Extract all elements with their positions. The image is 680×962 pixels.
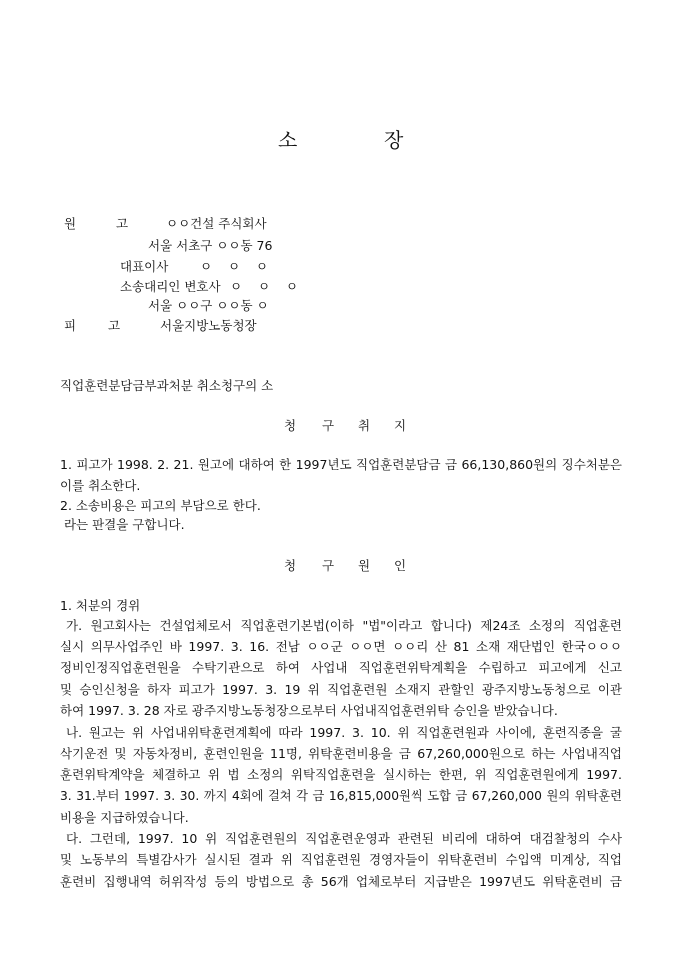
document-title-char-2: 장 — [384, 128, 404, 152]
defendant-label-1: 피 — [64, 318, 77, 333]
plaintiff-label-1: 원 — [64, 216, 77, 231]
claim-cause-line: 하여 1997. 3. 28 자로 광주지방노동청장으로부터 사업내직업훈련위탁 승인을 받았습니다. — [60, 703, 558, 718]
claim-cause-line: 나. 원고는 위 사업내위탁훈련계획에 따라 1997. 3. 10. 위 직업훈련원과 사이에, 훈련직종을 굴 — [66, 725, 622, 740]
claim-cause-heading-char: 인 — [394, 558, 407, 573]
claim-cause-heading-char: 원 — [358, 558, 371, 573]
claim-cause-line: 가. 원고회사는 건설업체로서 직업훈련기본법(이하 "법"이라고 합니다) 제24조 소정의 직업훈련 — [66, 618, 622, 633]
claim-purpose-line: 2. 소송비용은 피고의 부담으로 한다. — [60, 498, 261, 513]
claim-purpose-line: 라는 판결을 구합니다. — [60, 517, 185, 532]
claim-cause-line: 비용을 지급하였습니다. — [60, 810, 189, 825]
claim-cause-line: 정비인정직업훈련원을 수탁기관으로 하여 사업내 직업훈련위탁계획을 수립하고 피고에게 신고 — [60, 660, 622, 675]
representative-name: ㅇ ㅇ ㅇ — [200, 259, 269, 274]
claim-cause-line: 훈련비 집행내역 허위작성 등의 방법으로 총 56개 업체로부터 지급받은 1997년도 위탁훈련비 금 — [60, 874, 622, 889]
claim-cause-heading-char: 구 — [322, 558, 335, 573]
claim-cause-line: 삭기운전 및 자동차정비, 훈련인원을 11명, 위탁훈련비용을 금 67,260,000원으로 하는 사업내직업 — [60, 746, 622, 761]
claim-purpose-heading-char: 구 — [322, 418, 335, 433]
plaintiff-address: 서울 서초구 ㅇㅇ동 76 — [148, 238, 273, 253]
claim-cause-line: 및 승인신청을 하자 피고가 1997. 3. 19 위 직업훈련원 소재지 관할인 광주지방노동청으로 이관 — [60, 682, 622, 697]
claim-cause-line: 실시 의무사업주인 바 1997. 3. 16. 전남 ㅇㅇ군 ㅇㅇ면 ㅇㅇ리 산 81 소재 재단법인 한국ㅇㅇㅇ — [60, 639, 622, 654]
plaintiff-label-2: 고 — [116, 216, 129, 231]
claim-cause-line: 및 노동부의 특별감사가 실시된 결과 위 직업훈련원 경영자들이 위탁훈련비 수입액 미계상, 직업 — [60, 852, 622, 867]
attorney-name: ㅇ ㅇ ㅇ — [230, 279, 299, 294]
claim-cause-line: 다. 그런데, 1997. 10 위 직업훈련원의 직업훈련운영과 관련된 비리에 대하여 대검찰청의 수사 — [66, 831, 622, 846]
claim-cause-subheading: 1. 처분의 경위 — [60, 598, 141, 613]
defendant-label-2: 고 — [108, 318, 121, 333]
attorney-label: 소송대리인 변호사 — [120, 279, 221, 294]
claim-purpose-line: 1. 피고가 1998. 2. 21. 원고에 대하여 한 1997년도 직업훈련분담금 금 66,130,860원의 징수처분은 — [60, 457, 622, 472]
case-name: 직업훈련분담금부과처분 취소청구의 소 — [60, 378, 274, 393]
attorney-address: 서울 ㅇㅇ구 ㅇㅇ동 ㅇ — [148, 298, 269, 313]
defendant-name: 서울지방노동청장 — [160, 318, 257, 333]
claim-cause-line: 3. 31.부터 1997. 3. 30. 까지 4회에 걸쳐 각 금 16,815,000원씩 도합 금 67,260,000 원의 위탁훈련 — [60, 789, 622, 803]
document-title-char-1: 소 — [278, 128, 298, 152]
claim-purpose-line: 이를 취소한다. — [60, 478, 141, 493]
claim-cause-line: 훈련위탁계약을 체결하고 위 법 소정의 위탁직업훈련을 실시하는 한편, 위 직업훈련원에게 1997. — [60, 767, 622, 782]
claim-cause-heading-char: 청 — [284, 558, 297, 573]
claim-purpose-heading-char: 청 — [284, 418, 297, 433]
claim-purpose-heading-char: 취 — [358, 418, 371, 433]
plaintiff-name: ㅇㅇ건설 주식회사 — [166, 216, 267, 231]
claim-purpose-heading-char: 지 — [394, 418, 407, 433]
representative-label: 대표이사 — [120, 259, 169, 274]
